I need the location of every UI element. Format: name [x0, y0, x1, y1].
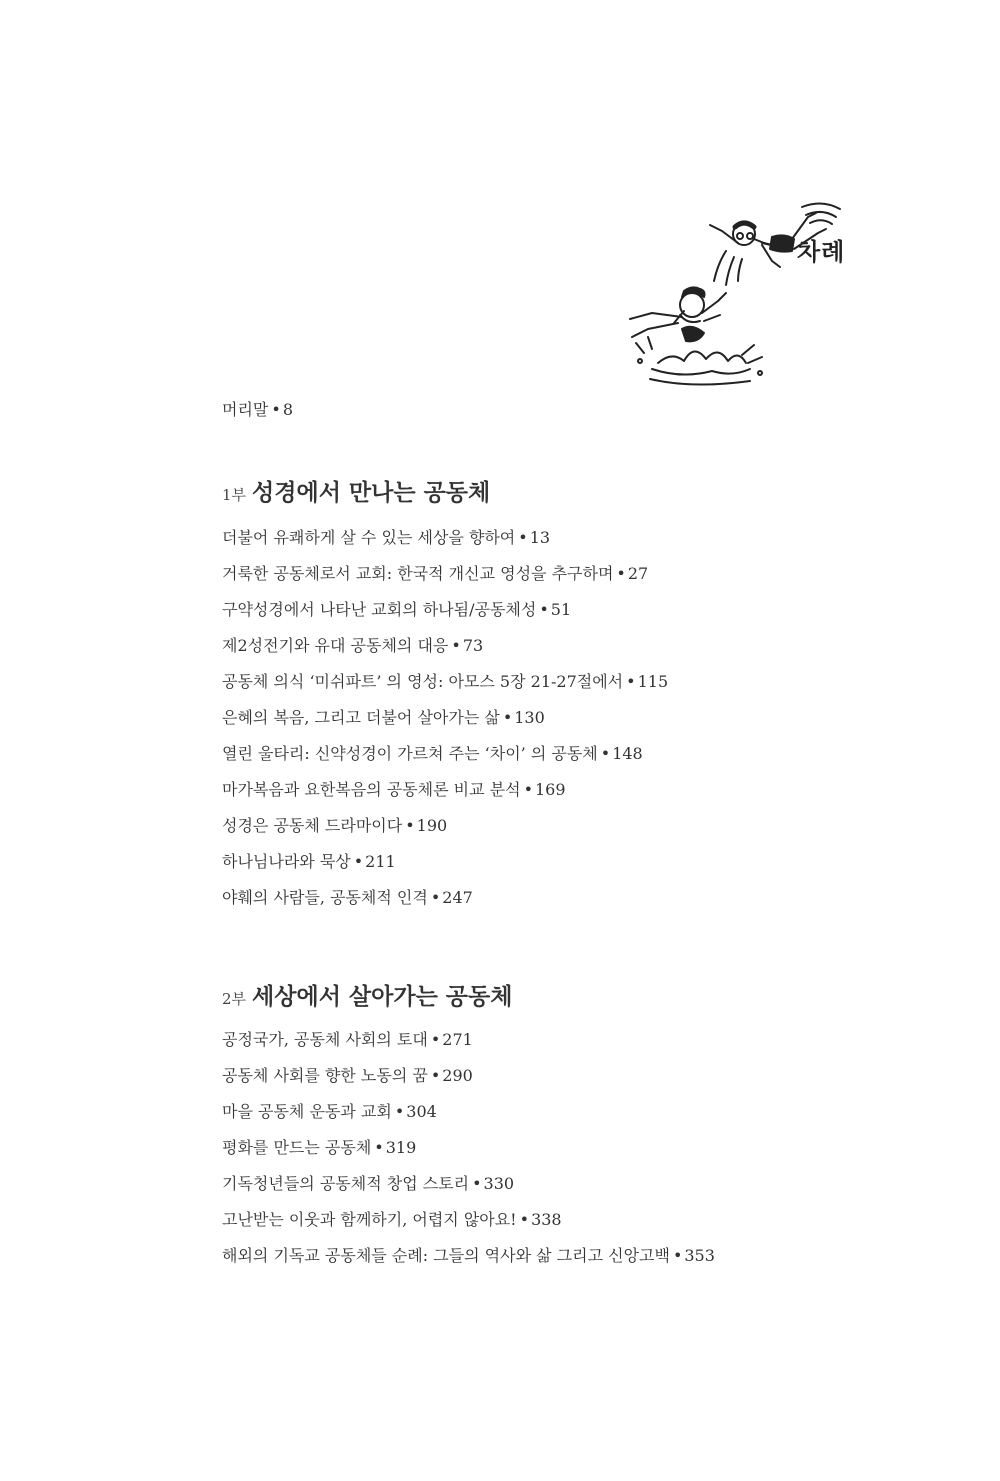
entry-page-number: 330: [483, 1174, 515, 1193]
entry-title: 고난받는 이웃과 함께하기, 어렵지 않아요!: [222, 1210, 517, 1229]
bullet-separator: •: [539, 600, 549, 619]
bullet-separator: •: [600, 744, 611, 763]
entry-page-number: 211: [365, 852, 396, 871]
toc-entry[interactable]: [222, 636, 668, 672]
bullet-separator: •: [472, 1174, 482, 1193]
part1-heading: [222, 474, 490, 507]
toc-entry[interactable]: [222, 672, 668, 708]
entry-page-number: 290: [442, 1066, 473, 1085]
diving-swimmers-icon: [622, 193, 864, 398]
entry-page-number: 338: [531, 1210, 562, 1229]
entry-title: 구약성경에서 나타난 교회의 하나됨/공동체성: [222, 600, 537, 619]
bullet-separator: •: [518, 528, 528, 547]
entry-page-number: 13: [529, 528, 551, 547]
entry-page-number: 319: [385, 1138, 417, 1157]
entry-title: 제2성전기와 유대 공동체의 대응: [222, 636, 449, 655]
part-number: 1부: [222, 486, 247, 504]
bullet-separator: •: [523, 780, 533, 799]
toc-entry[interactable]: [222, 744, 668, 780]
entry-page-number: 148: [612, 744, 643, 763]
toc-entry[interactable]: [222, 600, 668, 636]
entry-title: 야훼의 사람들, 공동체적 인격: [222, 888, 428, 907]
entry-title: 공동체 사회를 향한 노동의 꿈: [222, 1066, 428, 1085]
toc-entry[interactable]: [222, 1066, 715, 1102]
entry-title: 마가복음과 요한복음의 공동체론 비교 분석: [222, 780, 521, 799]
entry-page-number: 247: [442, 888, 473, 907]
entry-page-number: 353: [684, 1246, 715, 1265]
entry-page-number: 169: [535, 780, 566, 799]
entry-title: 평화를 만드는 공동체: [222, 1138, 372, 1157]
preface-entry[interactable]: [222, 400, 293, 420]
bullet-separator: •: [394, 1102, 405, 1121]
bullet-separator: •: [616, 564, 626, 583]
entry-page-number: 115: [637, 672, 669, 691]
toc-entry[interactable]: [222, 1030, 715, 1066]
entry-page-number: 130: [514, 708, 545, 727]
entry-title: 은혜의 복음, 그리고 더불어 살아가는 삶: [222, 708, 500, 727]
toc-entry[interactable]: [222, 852, 668, 888]
entry-title: 공정국가, 공동체 사회의 토대: [222, 1030, 428, 1049]
part-title: 세상에서 살아가는 공동체: [252, 984, 513, 1010]
part2-entry-list: [222, 1030, 715, 1282]
toc-entry[interactable]: [222, 780, 668, 816]
bullet-separator: •: [405, 816, 415, 835]
bullet-separator: •: [271, 400, 281, 419]
entry-title: 머리말: [222, 400, 269, 419]
entry-page-number: 304: [406, 1102, 437, 1121]
toc-entry[interactable]: [222, 1246, 715, 1282]
entry-page-number: 8: [282, 400, 293, 419]
entry-title: 열린 울타리: 신약성경이 가르쳐 주는 ‘차이’ 의 공동체: [222, 744, 598, 763]
bullet-separator: •: [451, 636, 461, 655]
bullet-separator: •: [519, 1210, 530, 1229]
toc-entry[interactable]: [222, 564, 668, 600]
entry-title: 더불어 유쾌하게 살 수 있는 세상을 향하여: [222, 528, 516, 547]
entry-page-number: 51: [550, 600, 572, 619]
entry-title: 해외의 기독교 공동체들 순례: 그들의 역사와 삶 그리고 신앙고백: [222, 1246, 670, 1265]
toc-entry[interactable]: [222, 816, 668, 852]
entry-title: 공동체 의식 ‘미쉬파트’ 의 영성: 아모스 5장 21-27절에서: [222, 672, 624, 691]
entry-page-number: 190: [416, 816, 448, 835]
bullet-separator: •: [430, 1030, 441, 1049]
entry-page-number: 73: [462, 636, 484, 655]
toc-entry[interactable]: [222, 708, 668, 744]
toc-entry[interactable]: [222, 1174, 715, 1210]
bullet-separator: •: [430, 1066, 441, 1085]
toc-entry[interactable]: [222, 888, 668, 924]
entry-title: 거룩한 공동체로서 교회: 한국적 개신교 영성을 추구하며: [222, 564, 614, 583]
entry-page-number: 27: [627, 564, 649, 583]
toc-entry[interactable]: [222, 1102, 715, 1138]
toc-entry[interactable]: [222, 1210, 715, 1246]
entry-page-number: 271: [442, 1030, 473, 1049]
toc-title: 차례: [797, 238, 846, 266]
entry-title: 기독청년들의 공동체적 창업 스토리: [222, 1174, 470, 1193]
part-number: 2부: [222, 990, 247, 1008]
part2-heading: [222, 978, 512, 1011]
bullet-separator: •: [502, 708, 513, 727]
toc-entry[interactable]: [222, 528, 668, 564]
entry-title: 마을 공동체 운동과 교회: [222, 1102, 392, 1121]
entry-title: 성경은 공동체 드라마이다: [222, 816, 403, 835]
part1-entry-list: [222, 528, 668, 924]
bullet-separator: •: [626, 672, 636, 691]
part-title: 성경에서 만나는 공동체: [252, 480, 491, 506]
bullet-separator: •: [374, 1138, 384, 1157]
bullet-separator: •: [672, 1246, 683, 1265]
entry-title: 하나님나라와 묵상: [222, 852, 351, 871]
bullet-separator: •: [430, 888, 441, 907]
bullet-separator: •: [353, 852, 364, 871]
toc-entry[interactable]: [222, 1138, 715, 1174]
